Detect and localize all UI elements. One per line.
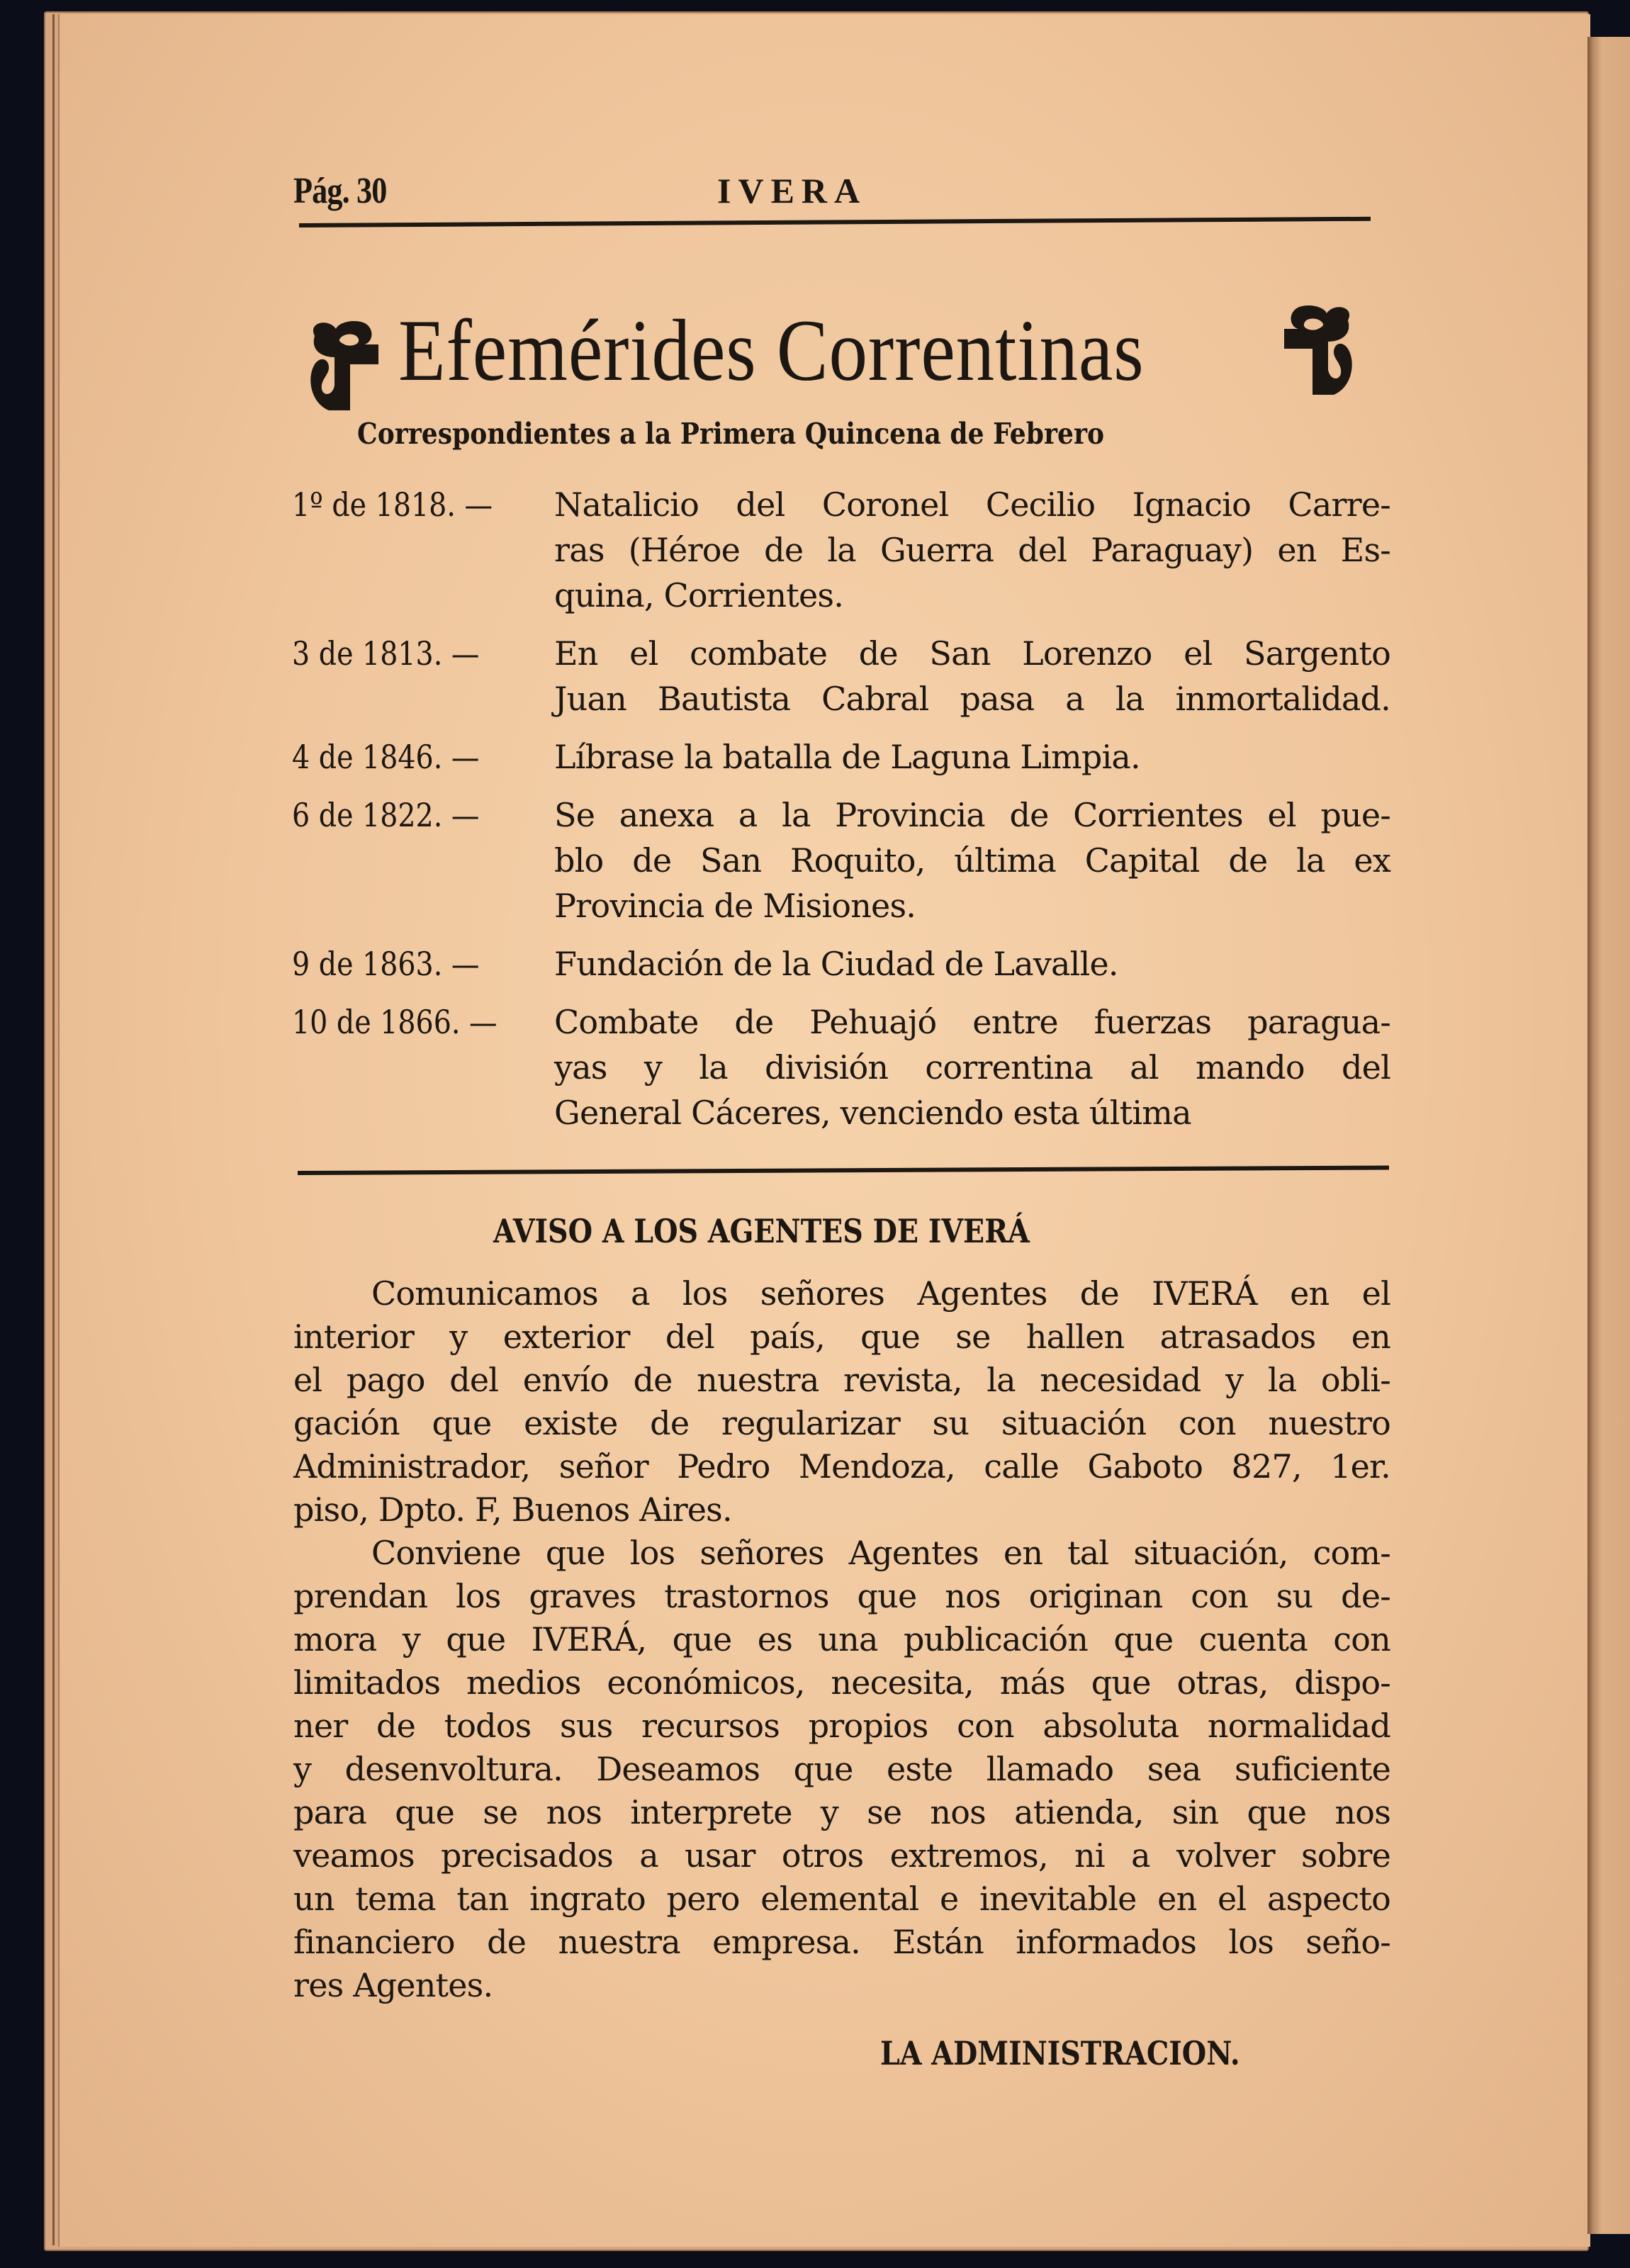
list-item bbox=[292, 999, 1398, 1135]
text-line: res Agentes. bbox=[293, 1966, 493, 2004]
journal-name: IVERA bbox=[717, 171, 867, 210]
entry-date: 1º de 1818. — bbox=[292, 485, 493, 524]
text-line: blo de San Roquito, última Capital de la ex bbox=[554, 841, 1390, 880]
entry-text bbox=[554, 999, 1398, 1135]
efemerides-list bbox=[292, 482, 1398, 1148]
text-line: el pago del envío de nuestra revista, la necesidad y la obli- bbox=[293, 1361, 1390, 1399]
entry-date: 4 de 1846. — bbox=[292, 738, 480, 776]
text-line: Juan Bautista Cabral pasa a la inmortalidad. bbox=[554, 680, 1390, 718]
section-subtitle: Correspondientes a la Primera Quincena de Febrero bbox=[357, 417, 1105, 451]
scroll-ornament-icon bbox=[300, 315, 386, 414]
text-line: gación que existe de regularizar su situación con nuestro bbox=[293, 1404, 1390, 1442]
text-line: para que se nos interprete y se nos atienda, sin que nos bbox=[293, 1793, 1390, 1831]
entry-text bbox=[554, 482, 1398, 618]
entry-date: 10 de 1866. — bbox=[292, 1003, 498, 1041]
notice-body bbox=[293, 1272, 1390, 2007]
text-line: ner de todos sus recursos propios con absoluta normalidad bbox=[293, 1707, 1390, 1745]
text-line: Natalicio del Coronel Cecilio Ignacio Carre- bbox=[554, 485, 1390, 524]
text-line: En el combate de San Lorenzo el Sargento bbox=[554, 634, 1390, 673]
notice-title: AVISO A LOS AGENTES DE IVERÁ bbox=[493, 1212, 1030, 1250]
text-line: y desenvoltura. Deseamos que este llamado sea suficiente bbox=[293, 1750, 1390, 1788]
text-line: prendan los graves trastornos que nos originan con su de- bbox=[293, 1577, 1390, 1615]
text-line: Se anexa a la Provincia de Corrientes el pue- bbox=[554, 796, 1390, 834]
list-item bbox=[292, 631, 1398, 722]
text-line: interior y exterior del país, que se hallen atrasados en bbox=[293, 1318, 1390, 1356]
text-line: yas y la división correntina al mando del bbox=[554, 1048, 1390, 1087]
text-line: limitados medios económicos, necesita, más que otras, dispo- bbox=[293, 1663, 1390, 1702]
list-item bbox=[292, 734, 1398, 780]
text-line: Administrador, señor Pedro Mendoza, calle Gaboto 827, 1er. bbox=[293, 1447, 1390, 1486]
entry-text bbox=[554, 631, 1398, 722]
entry-date: 6 de 1822. — bbox=[292, 796, 480, 834]
text-line: Provincia de Misiones. bbox=[554, 887, 916, 925]
entry-date: 9 de 1863. — bbox=[292, 945, 480, 983]
text-line: Líbrase la batalla de Laguna Limpia. bbox=[554, 738, 1140, 776]
text-line: Combate de Pehuajó entre fuerzas paragua- bbox=[554, 1003, 1390, 1041]
text-line: piso, Dpto. F, Buenos Aires. bbox=[293, 1491, 732, 1529]
text-line: financiero de nuestra empresa. Están informados los seño- bbox=[293, 1923, 1390, 1961]
text-line: Comunicamos a los señores Agentes de IVERÁ en el bbox=[371, 1274, 1390, 1313]
running-head bbox=[292, 170, 1369, 220]
text-line: Conviene que los señores Agentes en tal situación, com- bbox=[371, 1534, 1390, 1572]
entry-text bbox=[554, 941, 1398, 987]
list-item bbox=[292, 941, 1398, 987]
page-number: Pág. 30 bbox=[293, 171, 387, 211]
entry-text bbox=[554, 734, 1398, 780]
section-title: Efemérides Correntinas bbox=[398, 302, 1145, 399]
text-line: ras (Héroe de la Guerra del Paraguay) en Es- bbox=[554, 531, 1390, 569]
scroll-ornament-icon bbox=[1277, 299, 1362, 398]
entry-date: 3 de 1813. — bbox=[292, 634, 480, 673]
text-line: General Cáceres, venciendo esta última bbox=[554, 1094, 1191, 1132]
facing-page-edge bbox=[1587, 37, 1630, 2234]
text-line: Fundación de la Ciudad de Lavalle. bbox=[554, 945, 1118, 983]
list-item bbox=[292, 792, 1398, 928]
text-line: veamos precisados a usar otros extremos, ni a volver sobre bbox=[293, 1836, 1390, 1875]
text-line: quina, Corrientes. bbox=[554, 576, 844, 614]
text-line: un tema tan ingrato pero elemental e inevitable en el aspecto bbox=[293, 1880, 1390, 1918]
list-item bbox=[292, 482, 1398, 618]
section-title-row bbox=[292, 302, 1369, 420]
notice-signature: LA ADMINISTRACION. bbox=[880, 2034, 1240, 2072]
text-line: mora y que IVERÁ, que es una publicación que cuenta con bbox=[293, 1620, 1390, 1658]
entry-text bbox=[554, 792, 1398, 928]
